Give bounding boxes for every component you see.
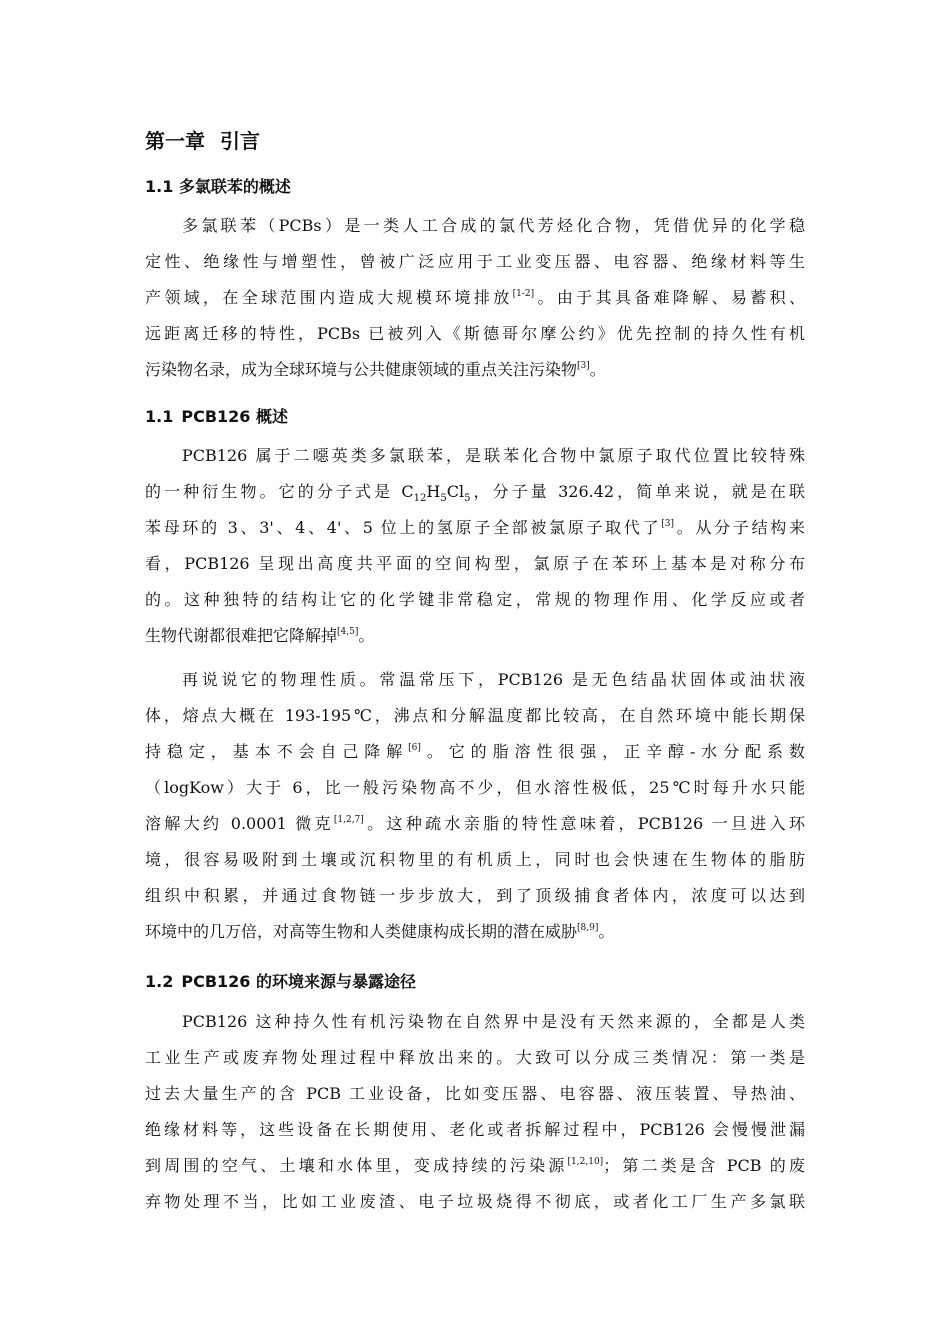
text-line: 环境中的几万倍，对高等生物和人类健康构成长期的潜在威胁[8,9]。 xyxy=(145,922,615,941)
text-line: 持稳定，基本不会自己降解[6]。它的脂溶性很强，正辛醇-水分配系数 xyxy=(145,742,805,761)
citation[interactable]: [6] xyxy=(408,743,421,753)
text-line: 的。这种独特的结构让它的化学键非常稳定，常规的物理作用、化学反应或者 xyxy=(145,590,805,609)
text-line: 境，很容易吸附到土壤或沉积物里的有机质上，同时也会快速在生物体的脂肪 xyxy=(145,850,805,869)
text-line: 体，熔点大概在 193-195℃，沸点和分解温度都比较高，在自然环境中能长期保 xyxy=(145,706,805,725)
text-line: 到周围的空气、土壤和水体里，变成持续的污染源[1,2,10]；第二类是含 PCB 的废 xyxy=(145,1156,805,1175)
text-line: 生物代谢都很难把它降解掉[4,5]。 xyxy=(145,626,375,645)
text-line: 多氯联苯（PCBs）是一类人工合成的氯代芳烃化合物，凭借优异的化学稳 xyxy=(182,216,805,235)
citation[interactable]: [1,2,10] xyxy=(567,1157,604,1167)
text-line: PCB126 这种持久性有机污染物在自然界中是没有天然来源的，全都是人类 xyxy=(182,1012,805,1031)
chapter-number: 第一章 xyxy=(145,129,205,153)
section-heading-2: 1.1 PCB126 概述 xyxy=(145,407,288,426)
citation[interactable]: [4,5] xyxy=(337,627,359,637)
text-line: 产领域，在全球范围内造成大规模环境排放[1-2]。由于其具备难降解、易蓄积、 xyxy=(145,288,805,307)
text-line: 再说说它的物理性质。常温常压下，PCB126 是无色结晶状固体或油状液 xyxy=(182,670,805,689)
citation[interactable]: [1-2] xyxy=(512,289,535,299)
section-heading-1: 1.1 多氯联苯的概述 xyxy=(145,177,291,196)
text-line: 过去大量生产的含 PCB 工业设备，比如变压器、电容器、液压装置、导热油、 xyxy=(145,1084,805,1103)
text-line: 看，PCB126 呈现出高度共平面的空间构型，氯原子在苯环上基本是对称分布 xyxy=(145,554,805,573)
text-line: 污染物名录，成为全球环境与公共健康领域的重点关注污染物[3]。 xyxy=(145,360,606,379)
citation[interactable]: [8,9] xyxy=(577,923,599,933)
citation[interactable]: [3] xyxy=(577,361,590,371)
text-line: PCB126 属于二噁英类多氯联苯，是联苯化合物中氯原子取代位置比较特殊 xyxy=(182,446,805,465)
text-line: （logKow）大于 6，比一般污染物高不少，但水溶性极低，25℃时每升水只能 xyxy=(145,778,805,797)
section-heading-3: 1.2 PCB126 的环境来源与暴露途径 xyxy=(145,972,416,991)
text-line: 组织中积累，并通过食物链一步步放大，到了顶级捕食者体内，浓度可以达到 xyxy=(145,886,805,905)
text-line: 苯母环的 3、3'、4、4'、5 位上的氢原子全部被氯原子取代了[3]。从分子结构来 xyxy=(145,518,805,537)
citation[interactable]: [3] xyxy=(661,519,675,529)
text-line: 的一种衍生物。它的分子式是 $C_{12}H_5Cl_5$，分子量 326.42，简单来说，就是在联 xyxy=(145,482,805,504)
text-line: 定性、绝缘性与增塑性，曾被广泛应用于工业变压器、电容器、绝缘材料等生 xyxy=(145,252,805,271)
text-line: 工业生产或废弃物处理过程中释放出来的。大致可以分成三类情况：第一类是 xyxy=(145,1048,805,1067)
chapter-name: 引言 xyxy=(219,129,260,153)
text-line: 溶解大约 0.0001 微克[1,2,7]。这种疏水亲脂的特性意味着，PCB126 一旦进入环 xyxy=(145,814,805,833)
text-line: 远距离迁移的特性，PCBs 已被列入《斯德哥尔摩公约》优先控制的持久性有机 xyxy=(145,324,805,343)
chapter-title xyxy=(145,127,260,155)
text-line: 绝缘材料等，这些设备在长期使用、老化或者拆解过程中，PCB126 会慢慢泄漏 xyxy=(145,1120,805,1139)
text-line: 弃物处理不当，比如工业废渣、电子垃圾烧得不彻底，或者化工厂生产多氯联 xyxy=(145,1192,805,1211)
citation[interactable]: [1,2,7] xyxy=(333,815,364,825)
